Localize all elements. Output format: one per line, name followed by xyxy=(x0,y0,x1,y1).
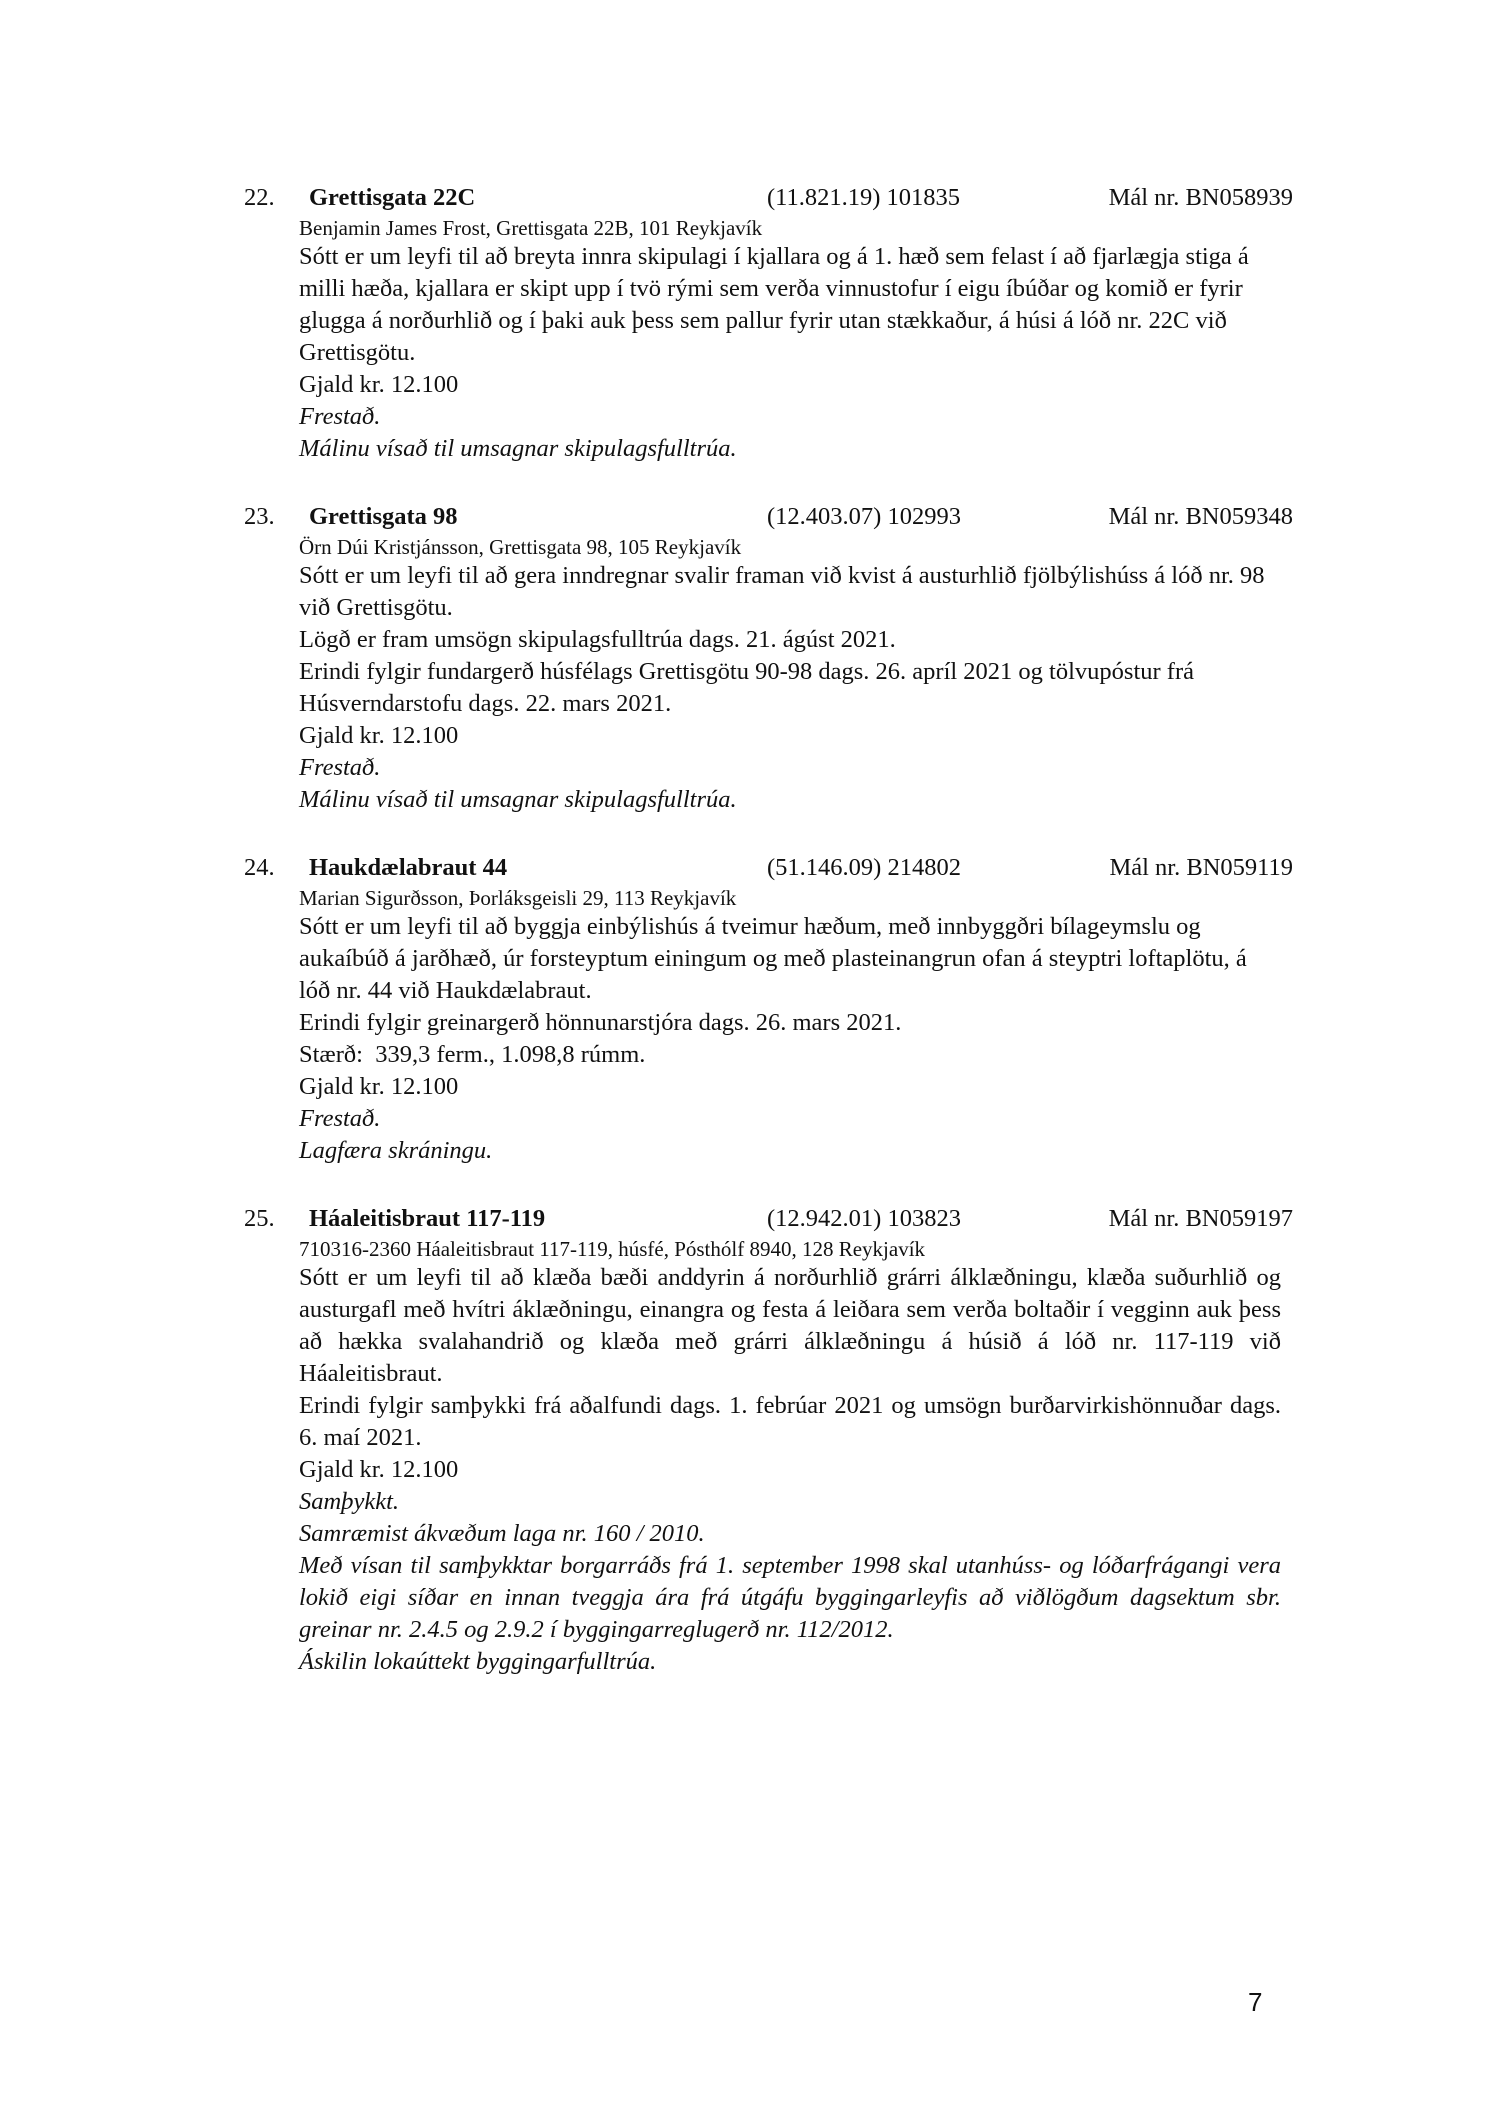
final-inspection: Áskilin lokaúttekt byggingarfulltrúa. xyxy=(299,1648,657,1675)
case-number: Mál nr. BN059119 xyxy=(1109,854,1293,881)
item-number: 25. xyxy=(244,1205,275,1232)
land-code: (11.821.19) 101835 xyxy=(767,184,961,211)
item-address: Háaleitisbraut 117-119 xyxy=(309,1205,546,1232)
case-number: Mál nr. BN059197 xyxy=(1108,1205,1293,1232)
agenda-item-25 xyxy=(244,1202,1293,1678)
fee: Gjald kr. 12.100 xyxy=(299,1456,459,1483)
item-number: 23. xyxy=(244,503,275,530)
item-body xyxy=(299,885,1281,1167)
note: Lagfæra skráningu. xyxy=(299,1137,493,1164)
review-note: Lögð er fram umsögn skipulagsfulltrúa dags. 21. ágúst 2021. xyxy=(299,626,896,653)
item-number: 24. xyxy=(244,854,275,881)
agenda-item-24 xyxy=(244,851,1293,1167)
item-header xyxy=(244,1202,1293,1236)
law-compliance: Samræmist ákvæðum laga nr. 160 / 2010. xyxy=(299,1520,705,1547)
condition: Með vísan til samþykktar borgarráðs frá 1. september 1998 skal utanhúss- og lóðarfrágangi vera lokið eigi síðar en innan tveggja ára frá útgáfu byggingarleyfis að viðlögðum dagsektum sbr. greinar nr. 2.4.5 og 2.9.2 í byggingarreglugerð nr. 112/2012. xyxy=(299,1552,1281,1643)
fee: Gjald kr. 12.100 xyxy=(299,722,459,749)
page-number: 7 xyxy=(1248,1987,1263,2017)
decision: Frestað. xyxy=(299,403,381,430)
note: Málinu vísað til umsagnar skipulagsfulltrúa. xyxy=(299,435,737,462)
fee: Gjald kr. 12.100 xyxy=(299,1073,459,1100)
size: Stærð: 339,3 ferm., 1.098,8 rúmm. xyxy=(299,1041,646,1068)
item-address: Grettisgata 98 xyxy=(309,503,458,530)
item-body xyxy=(299,534,1281,816)
item-body xyxy=(299,1236,1281,1678)
agenda-item-23 xyxy=(244,500,1293,816)
note: Málinu vísað til umsagnar skipulagsfulltrúa. xyxy=(299,786,737,813)
applicant: Marian Sigurðsson, Þorláksgeisli 29, 113 Reykjavík xyxy=(299,886,737,910)
land-code: (51.146.09) 214802 xyxy=(767,854,961,881)
item-address: Grettisgata 22C xyxy=(309,184,476,211)
description: Sótt er um leyfi til að gera inndregnar svalir framan við kvist á austurhlið fjölbýlishúss á lóð nr. 98 við Grettisgötu. xyxy=(299,562,1265,621)
item-address: Haukdælabraut 44 xyxy=(309,854,508,881)
item-header xyxy=(244,500,1293,534)
description: Sótt er um leyfi til að breyta innra skipulagi í kjallara og á 1. hæð sem felast í að fjarlægja stiga á milli hæða, kjallara er skipt upp í tvö rými sem verða vinnustofur í eigu íbúðar og komið er fyrir glugga á norðurhlið og í þaki auk þess sem pallur fyrir utan stækkaður, á húsi á lóð nr. 22C við Grettisgötu. xyxy=(299,243,1249,366)
item-header xyxy=(244,851,1293,885)
attachments-note: Erindi fylgir samþykki frá aðalfundi dags. 1. febrúar 2021 og umsögn burðarvirkishönnuðar dags. 6. maí 2021. xyxy=(299,1392,1281,1451)
attachments-note: Erindi fylgir greinargerð hönnunarstjóra dags. 26. mars 2021. xyxy=(299,1009,902,1036)
description: Sótt er um leyfi til að byggja einbýlishús á tveimur hæðum, með innbyggðri bílageymslu og aukaíbúð á jarðhæð, úr forsteyptum einingum og með plasteinangrun ofan á steyptri loftaplötu, á lóð nr. 44 við Haukdælabraut. xyxy=(299,913,1247,1004)
applicant: 710316-2360 Háaleitisbraut 117-119, húsfé, Pósthólf 8940, 128 Reykjavík xyxy=(299,1237,926,1261)
applicant: Örn Dúi Kristjánsson, Grettisgata 98, 105 Reykjavík xyxy=(299,535,742,559)
land-code: (12.942.01) 103823 xyxy=(767,1205,961,1232)
case-number: Mál nr. BN058939 xyxy=(1108,184,1293,211)
decision: Frestað. xyxy=(299,754,381,781)
case-number: Mál nr. BN059348 xyxy=(1108,503,1293,530)
agenda-item-22 xyxy=(244,181,1293,465)
applicant: Benjamin James Frost, Grettisgata 22B, 101 Reykjavík xyxy=(299,216,763,240)
item-body xyxy=(299,215,1281,465)
land-code: (12.403.07) 102993 xyxy=(767,503,961,530)
description: Sótt er um leyfi til að klæða bæði anddyrin á norðurhlið grárri álklæðningu, klæða suðurhlið og austurgafl með hvítri áklæðningu, einangra og festa á leiðara sem verða boltaðir í vegginn auk þess að hækka svalahandrið og klæða með grárri álklæðningu á húsið á lóð nr. 117-119 við Háaleitisbraut. xyxy=(299,1264,1281,1387)
decision: Samþykkt. xyxy=(299,1488,399,1515)
item-header xyxy=(244,181,1293,215)
decision: Frestað. xyxy=(299,1105,381,1132)
fee: Gjald kr. 12.100 xyxy=(299,371,459,398)
item-number: 22. xyxy=(244,184,275,211)
attachments-note: Erindi fylgir fundargerð húsfélags Grettisgötu 90-98 dags. 26. apríl 2021 og tölvupóstur frá Húsverndarstofu dags. 22. mars 2021. xyxy=(299,658,1194,717)
